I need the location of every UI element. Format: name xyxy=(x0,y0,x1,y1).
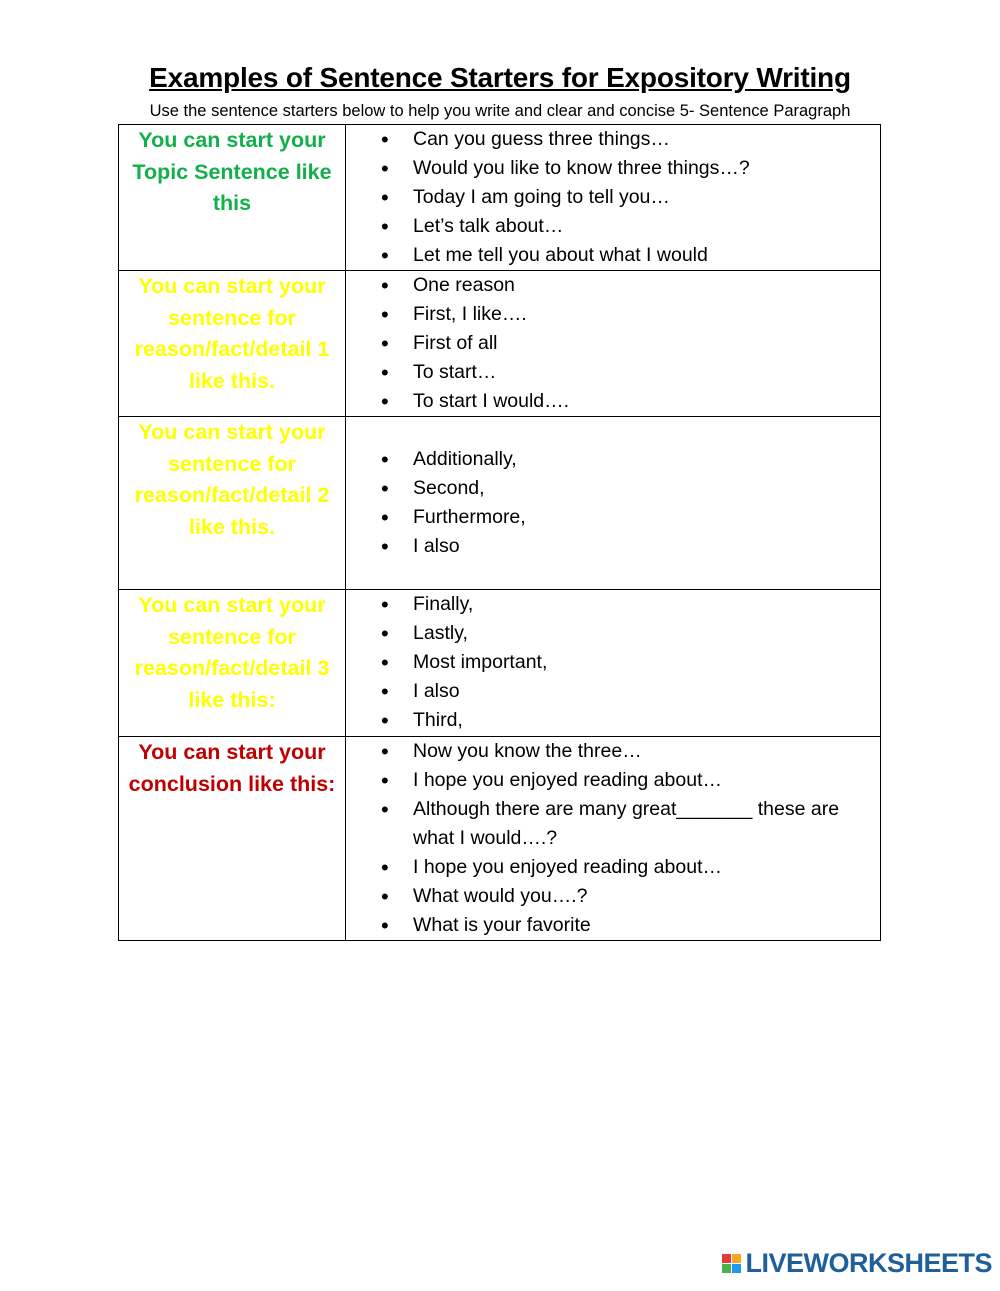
row-label: You can start your Topic Sentence like this xyxy=(119,125,346,271)
table-row xyxy=(119,417,881,590)
list-item: • Can you guess three things… xyxy=(346,125,880,154)
list-item: • I hope you enjoyed reading about… xyxy=(346,766,880,795)
list-item: • Third, xyxy=(346,706,880,735)
table-row xyxy=(119,271,881,417)
list-item: • Additionally, xyxy=(346,445,880,474)
row-items xyxy=(346,125,881,271)
worksheet-subtitle: Use the sentence starters below to help you write and clear and concise 5- Sentence Paragraph xyxy=(149,102,851,120)
list-item: • Finally, xyxy=(346,590,880,619)
list-item: • I also xyxy=(346,532,880,561)
row-items xyxy=(346,271,881,417)
list-item: • Most important, xyxy=(346,648,880,677)
list-item: • Let’s talk about… xyxy=(346,212,880,241)
list-item: • Lastly, xyxy=(346,619,880,648)
list-item: • Second, xyxy=(346,474,880,503)
row-items xyxy=(346,737,881,941)
list-item: • Today I am going to tell you… xyxy=(346,183,880,212)
logo-square xyxy=(722,1254,731,1263)
logo-text: LIVEWORKSHEETS xyxy=(745,1248,992,1278)
table-row xyxy=(119,590,881,737)
bullet-list xyxy=(346,445,880,561)
table-row xyxy=(119,737,881,941)
list-item: • Would you like to know three things…? xyxy=(346,154,880,183)
row-items xyxy=(346,590,881,737)
list-item: • Furthermore, xyxy=(346,503,880,532)
list-item: • What would you….? xyxy=(346,882,880,911)
worksheet-title: Examples of Sentence Starters for Expository Writing xyxy=(149,62,851,93)
logo-square xyxy=(722,1264,731,1273)
bullet-list xyxy=(346,125,880,270)
list-item: • First, I like…. xyxy=(346,300,880,329)
list-item: • What is your favorite xyxy=(346,911,880,940)
bullet-list xyxy=(346,590,880,735)
list-item: • First of all xyxy=(346,329,880,358)
list-item: • Let me tell you about what I would xyxy=(346,241,880,270)
bullet-list xyxy=(346,737,880,940)
logo-square xyxy=(732,1264,741,1273)
list-item: • Now you know the three… xyxy=(346,737,880,766)
table-row xyxy=(119,125,881,271)
list-item: • One reason xyxy=(346,271,880,300)
sentence-starters-table xyxy=(118,124,881,941)
row-items xyxy=(346,417,881,590)
bullet-list xyxy=(346,271,880,416)
list-item: • To start I would…. xyxy=(346,387,880,416)
list-item: • I also xyxy=(346,677,880,706)
list-item: • Although there are many great_______ these are what I would….? xyxy=(346,795,880,853)
row-label: You can start your sentence for reason/fact/detail 3 like this: xyxy=(119,590,346,737)
row-label: You can start your conclusion like this: xyxy=(119,737,346,941)
list-item: • To start… xyxy=(346,358,880,387)
list-item: • I hope you enjoyed reading about… xyxy=(346,853,880,882)
liveworksheets-logo-icon xyxy=(722,1254,741,1273)
logo-square xyxy=(732,1254,741,1263)
liveworksheets-logo[interactable] xyxy=(722,1248,992,1279)
row-label: You can start your sentence for reason/fact/detail 2 like this. xyxy=(119,417,346,590)
row-label: You can start your sentence for reason/fact/detail 1 like this. xyxy=(119,271,346,417)
